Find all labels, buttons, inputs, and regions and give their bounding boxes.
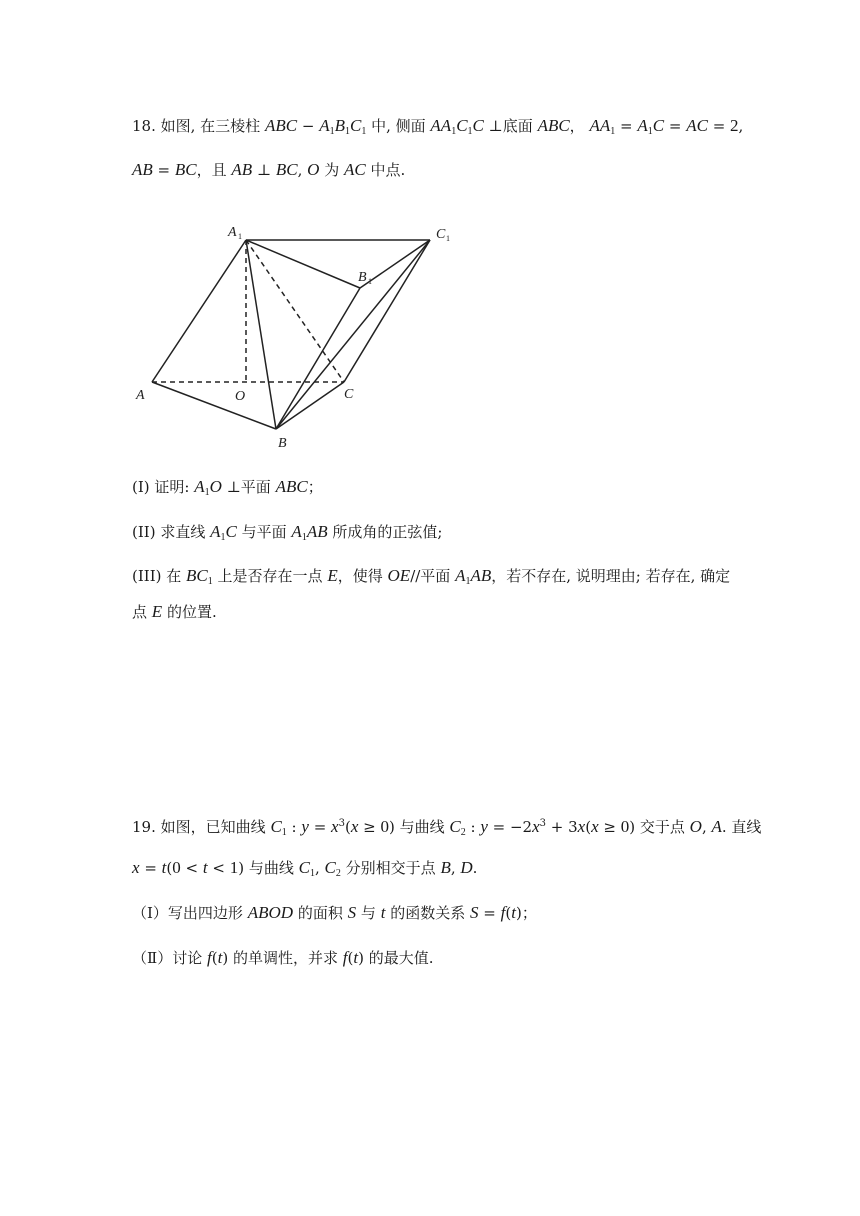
label-a1: A bbox=[228, 225, 237, 240]
svg-text:1: 1 bbox=[368, 277, 372, 286]
svg-text:1: 1 bbox=[238, 232, 242, 241]
q19-part1: （Ⅰ）写出四边形 ABOD 的面积 S 与 t 的函数关系 S = f(t)； bbox=[132, 903, 537, 922]
label-o: O bbox=[235, 389, 246, 404]
edge-a1a bbox=[152, 240, 246, 382]
q18-line-2: AB = BC，且 AB ⊥ BC, O 为 AC 中点. bbox=[132, 160, 406, 179]
q18-part2: (II) 求直线 $A_1C$ 与平面 $A_1AB$ 所成角的正弦值; bbox=[132, 522, 443, 543]
label-b1: B bbox=[358, 270, 367, 285]
edge-a1b bbox=[246, 240, 276, 429]
q18-part3-line1: (III) 在 $BC_1$ 上是否存在一点 E，使得 OE//平面 $A_1AB$，若不存在, 说明理由; 若存在, 确定 bbox=[132, 566, 731, 587]
edge-ab bbox=[152, 382, 276, 429]
q18-line-1: 18. 如图, 在三棱柱 ABC − $A_1B_1C_1$ 中, 侧面 $AA_1C_1C$ ⊥底面 ABC， $AA_1 = A_1C$ = AC = 2, bbox=[132, 116, 744, 137]
label-b: B bbox=[278, 436, 287, 451]
label-c1: C bbox=[436, 227, 446, 242]
q19-part2: （Ⅱ）讨论 f(t) 的单调性，并求 f(t) 的最大值. bbox=[132, 948, 434, 967]
q18-part3-line2: 点 E 的位置. bbox=[132, 602, 217, 621]
edge-cc1 bbox=[344, 240, 430, 382]
q19-number: 19. bbox=[132, 818, 156, 836]
q18-number: 18. bbox=[132, 117, 156, 135]
label-c: C bbox=[344, 387, 354, 402]
prism-figure bbox=[128, 218, 468, 453]
q19-line-1: 19. 如图，已知曲线 $C_1$ : $y = x^3(x \ge 0)$ 与曲线 $C_2$ : $y = -2x^3 + 3x(x \ge 0)$ 交于点 O, A. 直线 bbox=[132, 817, 762, 838]
edge-bc bbox=[276, 382, 344, 429]
edge-bb1 bbox=[276, 288, 360, 429]
svg-text:1: 1 bbox=[446, 234, 450, 243]
q18-part1: (I) 证明: $A_1O$ ⊥平面 ABC； bbox=[132, 477, 323, 498]
q19-line-2: x = t(0 < t < 1) 与曲线 $C_1$, $C_2$ 分别相交于点 B, D. bbox=[132, 858, 478, 879]
label-a: A bbox=[136, 388, 145, 403]
